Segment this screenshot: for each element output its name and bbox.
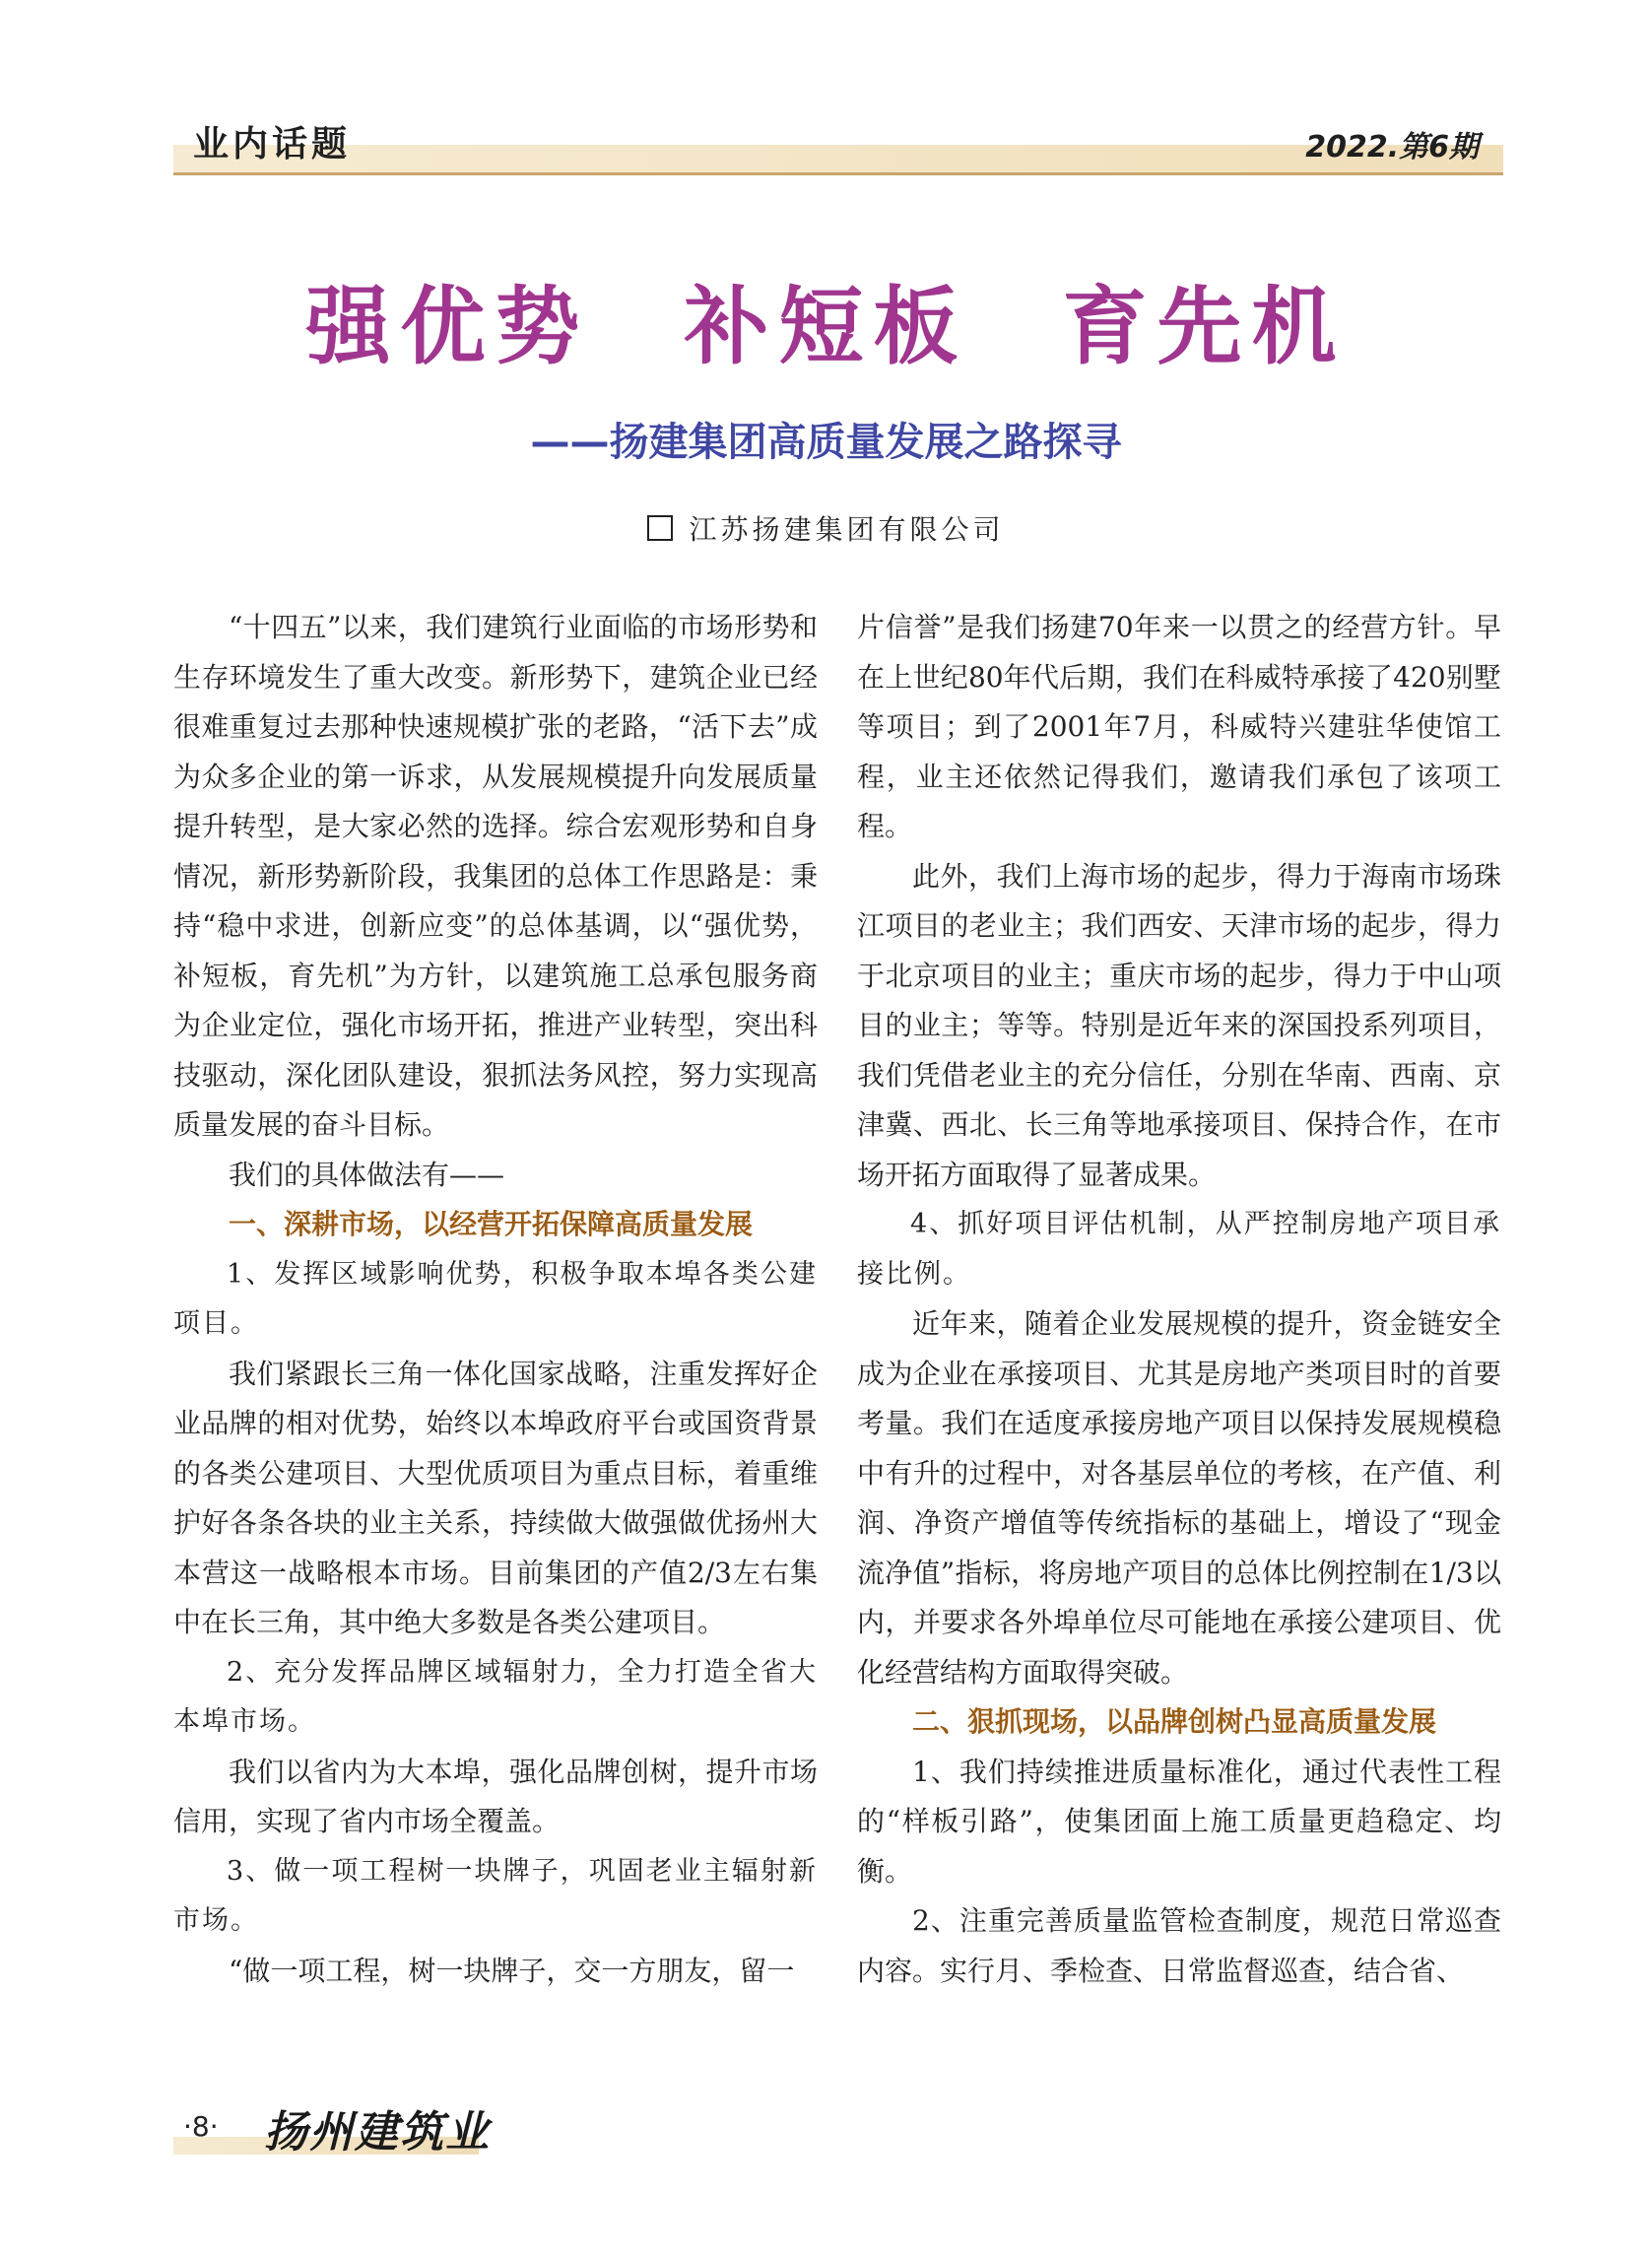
sub-heading: 2、充分发挥品牌区域辐射力，全力打造全省大本埠市场。 xyxy=(173,1656,818,1737)
header-divider xyxy=(173,172,1503,175)
page-number: ·8· xyxy=(183,2110,219,2143)
sub-heading: 4、抓好项目评估机制，从严控制房地产项目承接比例。 xyxy=(857,1209,1501,1290)
paragraph: 我们的具体做法有—— xyxy=(229,1158,505,1191)
sub-heading: 1、发挥区域影响优势，积极争取本埠各类公建项目。 xyxy=(173,1258,818,1339)
article-title: 强优势 补短板 育先机 xyxy=(305,278,1347,376)
magazine-name: 扬州建筑业 xyxy=(264,2107,491,2157)
paragraph: “十四五”以来，我们建筑行业面临的市场形势和生存环境发生了重大改变。新形势下，建筑企业已经很难重复过去那种快速规模扩张的老路，“活下去”成为众多企业的第一诉求，从发展规模提升向发展质量提升转型，是大家必然的选择。综合宏观形势和自身情况，新形势新阶段，我集团的总体工作思路是：秉持“稳中求进，创新应变”的总体基调，以“强优势，补短板，育先机”为方针，以建筑施工总承包服务商为企业定位，强化市场开拓，推进产业转型，突出科技驱动，深化团队建设，狠抓法务风控，努力实现高质量发展的奋斗目标。 xyxy=(173,611,818,1141)
paragraph: 我们紧跟长三角一体化国家战略，注重发挥好企业品牌的相对优势，始终以本埠政府平台或国资背景的各类公建项目、大型优质项目为重点目标，着重维护好各条各块的业主关系，持续做大做强做优扬州大本营这一战略根本市场。目前集团的产值2/3左右集中在长三角，其中绝大多数是各类公建项目。 xyxy=(173,1357,818,1638)
paragraph: 2、注重完善质量监管检查制度，规范日常巡查内容。实行月、季检查、日常监督巡查，结合省、 xyxy=(857,1904,1501,1987)
right-column xyxy=(857,603,1501,1996)
left-column xyxy=(173,603,818,1996)
paragraph: 片信誉”是我们扬建70年来一以贯之的经营方针。早在上世纪80年代后期，我们在科威特承接了420别墅等项目；到了2001年7月，科威特兴建驻华使馆工程，业主还依然记得我们，邀请我们承包了该项工程。 xyxy=(857,611,1501,842)
paragraph: 近年来，随着企业发展规模的提升，资金链安全成为企业在承接项目、尤其是房地产类项目时的首要考量。我们在适度承接房地产项目以保持发展规模稳中有升的过程中，对各基层单位的考核，在产值、利润、净资产增值等传统指标的基础上，增设了“现金流净值”指标，将房地产项目的总体比例控制在1/3以内，并要求各外埠单位尽可能地在承接公建项目、优化经营结构方面取得突破。 xyxy=(857,1307,1501,1689)
paragraph: “做一项工程，树一块牌子，交一方朋友，留一 xyxy=(229,1954,795,1987)
paragraph: 我们以省内为大本埠，强化品牌创树，提升市场信用，实现了省内市场全覆盖。 xyxy=(173,1755,818,1837)
issue-label: 2022.第6期 xyxy=(1305,130,1479,165)
section-heading: 一、深耕市场，以经营开拓保障高质量发展 xyxy=(229,1208,754,1240)
author-name: 江苏扬建集团有限公司 xyxy=(689,513,1005,546)
author-box-icon xyxy=(647,515,673,541)
sub-heading: 3、做一项工程树一块牌子，巩固老业主辐射新市场。 xyxy=(173,1855,818,1936)
section-label: 业内话题 xyxy=(193,124,352,165)
paragraph: 1、我们持续推进质量标准化，通过代表性工程的“样板引路”，使集团面上施工质量更趋稳定、均衡。 xyxy=(857,1755,1501,1888)
paragraph: 此外，我们上海市场的起步，得力于海南市场珠江项目的老业主；我们西安、天津市场的起步，得力于北京项目的业主；重庆市场的起步，得力于中山项目的业主；等等。特别是近年来的深国投系列项目，我们凭借老业主的充分信任，分别在华南、西南、京津冀、西北、长三角等地承接项目、保持合作，在市场开拓方面取得了显著成果。 xyxy=(857,859,1501,1191)
header-bar xyxy=(173,145,1503,172)
author-line xyxy=(0,508,1652,548)
section-heading: 二、狠抓现场，以品牌创树凸显高质量发展 xyxy=(912,1705,1437,1738)
article-subtitle: ——扬建集团高质量发展之路探寻 xyxy=(530,420,1122,465)
